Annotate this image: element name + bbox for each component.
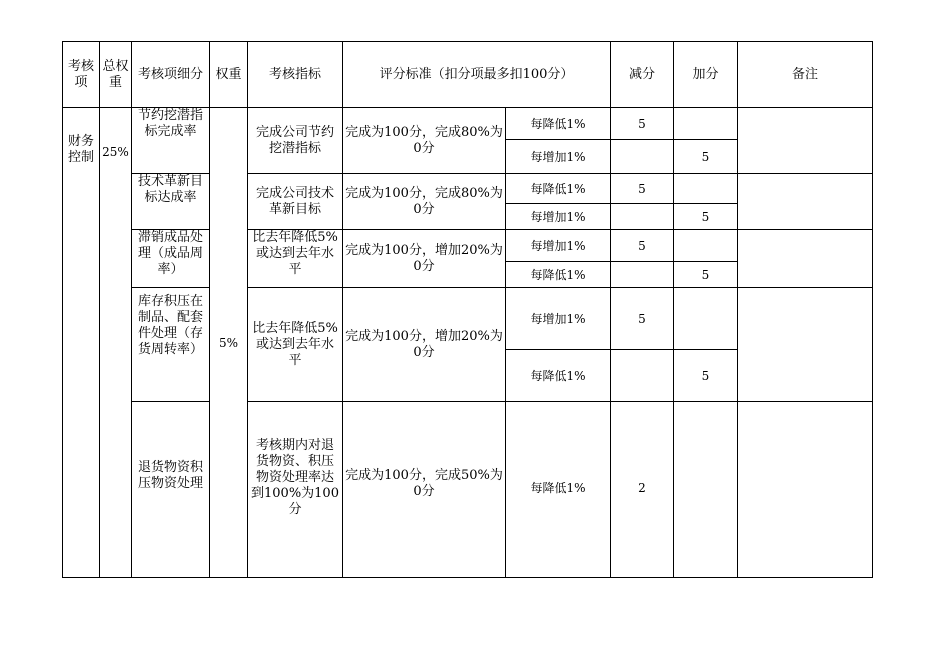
header-sub-item: 考核项细分 [132, 42, 210, 108]
add-value [674, 108, 738, 140]
header-weight: 权重 [210, 42, 248, 108]
header-remark: 备注 [738, 42, 873, 108]
table-row [63, 230, 873, 262]
deduct-value [611, 204, 674, 230]
rule: 每增加1% [506, 230, 611, 262]
assessment-table [62, 41, 873, 578]
add-value: 5 [674, 140, 738, 174]
add-value [674, 230, 738, 262]
deduct-value [611, 350, 674, 402]
add-value: 5 [674, 350, 738, 402]
deduct-value: 5 [611, 288, 674, 350]
header-total-weight: 总权重 [100, 42, 132, 108]
table-row [63, 108, 873, 140]
rule: 每降低1% [506, 174, 611, 204]
remark-cell [738, 230, 873, 288]
criteria: 完成为100分，增加20%为0分 [343, 288, 506, 402]
deduct-value: 2 [611, 402, 674, 578]
remark-cell [738, 288, 873, 402]
rule: 每降低1% [506, 402, 611, 578]
header-row [63, 42, 873, 108]
add-value: 5 [674, 204, 738, 230]
deduct-value [611, 140, 674, 174]
indicator: 比去年降低5%或达到去年水平 [248, 288, 343, 402]
header-deduct: 减分 [611, 42, 674, 108]
group-total-weight: 25% [100, 108, 132, 578]
table-row [63, 174, 873, 204]
header-item: 考核项 [63, 42, 100, 108]
header-criteria: 评分标准（扣分项最多扣100分） [343, 42, 611, 108]
remark-cell [738, 174, 873, 230]
deduct-value: 5 [611, 174, 674, 204]
criteria: 完成为100分，完成80%为0分 [343, 108, 506, 174]
criteria: 完成为100分，完成50%为0分 [343, 402, 506, 578]
table-row [63, 288, 873, 350]
rule: 每降低1% [506, 108, 611, 140]
sub-item: 退货物资积压物资处理 [132, 402, 210, 578]
add-value [674, 174, 738, 204]
group-name: 财务控制 [63, 108, 100, 578]
remark-cell [738, 108, 873, 174]
sub-item: 节约挖潜指标完成率 [132, 108, 210, 174]
rule: 每增加1% [506, 288, 611, 350]
rule: 每降低1% [506, 350, 611, 402]
deduct-value [611, 262, 674, 288]
rule: 每增加1% [506, 204, 611, 230]
deduct-value: 5 [611, 230, 674, 262]
add-value: 5 [674, 262, 738, 288]
indicator: 完成公司节约挖潜指标 [248, 108, 343, 174]
add-value [674, 402, 738, 578]
header-add: 加分 [674, 42, 738, 108]
header-indicator: 考核指标 [248, 42, 343, 108]
criteria: 完成为100分，完成80%为0分 [343, 174, 506, 230]
criteria: 完成为100分，增加20%为0分 [343, 230, 506, 288]
indicator: 完成公司技术革新目标 [248, 174, 343, 230]
sub-item: 库存积压在制品、配套件处理（存货周转率） [132, 288, 210, 402]
sub-item: 滞销成品处理（成品周率） [132, 230, 210, 288]
indicator: 考核期内对退货物资、积压物资处理率达到100%为100分 [248, 402, 343, 578]
deduct-value: 5 [611, 108, 674, 140]
indicator: 比去年降低5%或达到去年水平 [248, 230, 343, 288]
table-row [63, 402, 873, 578]
rule: 每降低1% [506, 262, 611, 288]
add-value [674, 288, 738, 350]
sub-item: 技术革新目标达成率 [132, 174, 210, 230]
group-weight: 5% [210, 108, 248, 578]
rule: 每增加1% [506, 140, 611, 174]
remark-cell [738, 402, 873, 578]
